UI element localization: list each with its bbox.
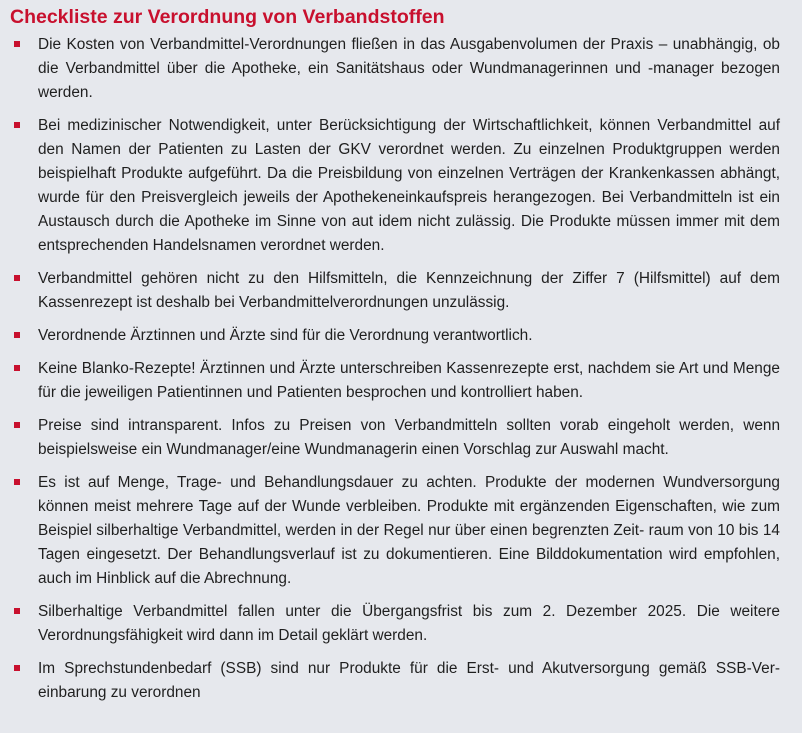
checklist-item-text: Es ist auf Menge, Trage- und Behandlungsdauer zu achten. Produkte der modernen Wundversorgung können meist mehrere Tage auf der Wunde verbleiben. Produkte mit ergänzenden Eigenschaften, wie zum Beispiel silberhaltige Verbandmittel, werden in der Regel nur über einen begrenzten Zeit- raum von 10 bis 14 Tagen eingesetzt. Der Behandlungsverlauf ist zu dokumentieren. Eine Bilddokumentation wird empfohlen, auch im Hinblick auf die Abrechnung. (38, 474, 780, 587)
square-bullet-icon (14, 665, 20, 671)
checklist-item-text: Bei medizinischer Notwendigkeit, unter Berücksichtigung der Wirtschaftlichkeit, können Verbandmittel auf den Namen der Patienten zu Lasten der GKV verordnet werden. Zu einzelnen Produktgruppen werden beispielhaft Produkte aufgeführt. Da die Preisbildung von einzelnen Verträgen der Krankenkassen abhängt, wurde für den Preisvergleich jeweils der Apothekeneinkaufspreis herangezogen. Bei Verbandmitteln ist ein Austausch durch die Apotheke im Sinne von aut idem nicht zulässig. Die Produkte müssen immer mit dem entsprechenden Handelsnamen verordnet werden. (38, 117, 780, 254)
square-bullet-icon (14, 332, 20, 338)
square-bullet-icon (14, 365, 20, 371)
square-bullet-icon (14, 422, 20, 428)
checklist-item-text: Keine Blanko-Rezepte! Ärztinnen und Ärzte unterschreiben Kassenrezepte erst, nachdem sie Art und Menge für die jeweiligen Patientinnen und Patienten besprochen und kontrolliert haben. (38, 360, 780, 401)
checklist-title: Checkliste zur Verordnung von Verbandstoffen (10, 6, 445, 28)
checklist-item-text: Die Kosten von Verbandmittel-Verordnungen fließen in das Ausgabenvolumen der Praxis – unabhängig, ob die Verbandmittel über die Apotheke, ein Sanitätshaus oder Wundmanagerinnen und -manager bezogen werden. (38, 36, 780, 101)
checklist-item (10, 33, 780, 105)
checklist-item-text: Im Sprechstundenbedarf (SSB) sind nur Produkte für die Erst- und Akutversorgung gemäß SSB-Vereinbarung zu verordnen (38, 660, 780, 701)
checklist-item-text: Preise sind intransparent. Infos zu Preisen von Verbandmitteln sollten vorab eingeholt werden, wenn beispielsweise ein Wundmanager/eine Wundmanagerin einen Vorschlag zur Auswahl macht. (38, 417, 780, 458)
checklist-list (10, 33, 780, 705)
checklist-item-text: Silberhaltige Verbandmittel fallen unter die Übergangsfrist bis zum 2. Dezember 2025. Die weitere Verordnungsfähigkeit wird dann im Detail geklärt werden. (38, 603, 780, 644)
square-bullet-icon (14, 122, 20, 128)
square-bullet-icon (14, 275, 20, 281)
square-bullet-icon (14, 41, 20, 47)
checklist-item-text: Verbandmittel gehören nicht zu den Hilfsmitteln, die Kennzeichnung der Ziffer 7 (Hilfsmittel) auf dem Kassenrezept ist deshalb bei Verbandmittelverordnungen unzulässig. (38, 270, 780, 311)
checklist-item (10, 324, 780, 348)
checklist-item (10, 414, 780, 462)
checklist-item (10, 357, 780, 405)
checklist-item (10, 471, 780, 591)
square-bullet-icon (14, 479, 20, 485)
square-bullet-icon (14, 608, 20, 614)
checklist-item (10, 657, 780, 705)
checklist-item-text: Verordnende Ärztinnen und Ärzte sind für die Verordnung verantwortlich. (38, 327, 533, 344)
checklist-item (10, 600, 780, 648)
checklist-item (10, 267, 780, 315)
checklist-item (10, 114, 780, 258)
